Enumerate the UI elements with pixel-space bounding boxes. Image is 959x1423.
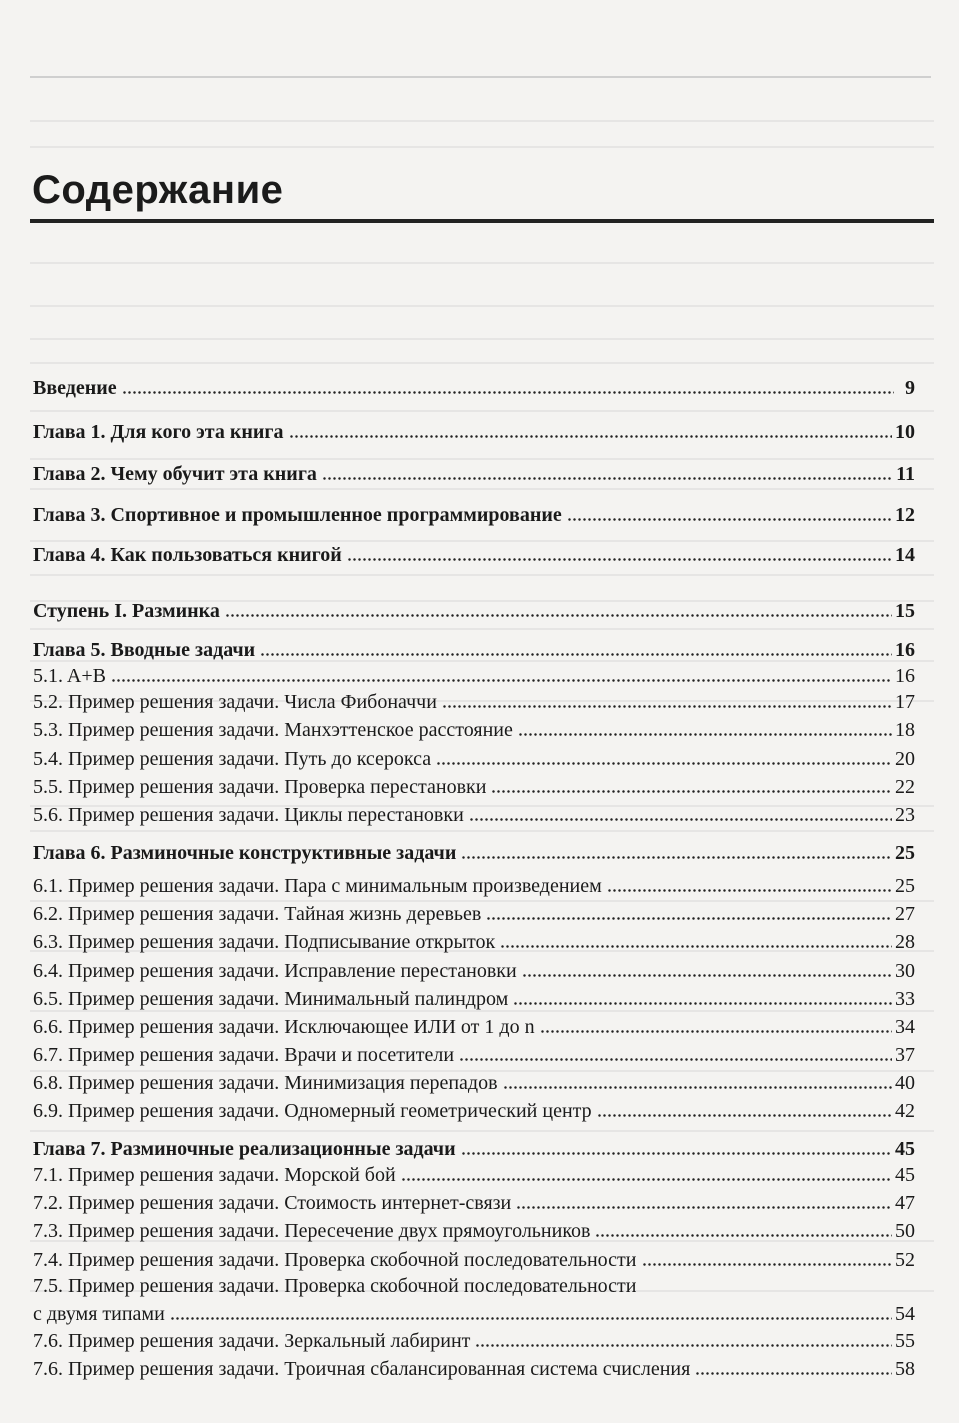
- toc-page-number: 33: [895, 988, 915, 1010]
- toc-entry-label: 5.3. Пример решения задачи. Манхэттенское расстояние: [33, 719, 513, 741]
- toc-section-entry[interactable]: [33, 799, 915, 827]
- toc-section-entry[interactable]: [33, 870, 915, 898]
- toc-page-number: 22: [895, 776, 915, 798]
- toc-entry-label: 6.7. Пример решения задачи. Врачи и посетители: [33, 1044, 455, 1066]
- toc-section-entry[interactable]: [33, 1067, 915, 1095]
- running-head: [30, 52, 931, 78]
- toc-entry-label: 7.3. Пример решения задачи. Пересечение двух прямоугольников: [33, 1220, 591, 1242]
- toc-page-number: 11: [896, 463, 915, 485]
- toc-section-entry[interactable]: [33, 1298, 915, 1326]
- toc-page-number: 10: [895, 421, 915, 443]
- toc-entry-label: Глава 7. Разминочные реализационные задачи: [33, 1138, 456, 1160]
- toc-section-entry[interactable]: [33, 771, 915, 799]
- toc-section-entry[interactable]: [33, 1244, 915, 1272]
- page-title: Содержание: [32, 168, 284, 212]
- toc-entry-label: Ступень I. Разминка: [33, 600, 220, 622]
- toc-page-number: 16: [895, 639, 915, 661]
- toc-entry-label: 5.6. Пример решения задачи. Циклы перестановки: [33, 804, 464, 826]
- toc-entry-label: 6.4. Пример решения задачи. Исправление перестановки: [33, 960, 517, 982]
- toc-page-number: 40: [895, 1072, 915, 1094]
- toc-entry-label: 5.5. Пример решения задачи. Проверка перестановки: [33, 776, 487, 798]
- toc-entry-label: 6.9. Пример решения задачи. Одномерный геометрический центр: [33, 1100, 592, 1122]
- title-rule: [30, 219, 934, 223]
- toc-section-entry[interactable]: [33, 1353, 915, 1381]
- dot-leader: [170, 1316, 892, 1321]
- toc-section-entry[interactable]: [33, 926, 915, 954]
- toc-entry-label: Введение: [33, 377, 117, 399]
- toc-entry-label: 7.6. Пример решения задачи. Зеркальный лабиринт: [33, 1330, 471, 1352]
- dot-leader: [459, 1057, 892, 1062]
- dot-leader: [503, 1085, 892, 1090]
- toc-page-number: 16: [895, 665, 915, 687]
- toc-page-number: 52: [895, 1249, 915, 1271]
- toc-entry-label: 6.3. Пример решения задачи. Подписывание открыток: [33, 931, 496, 953]
- toc-heading-entry[interactable]: [33, 458, 915, 486]
- toc-page-number: 45: [895, 1164, 915, 1186]
- toc-heading-entry[interactable]: [33, 539, 915, 567]
- toc-heading-entry[interactable]: [33, 595, 915, 623]
- toc-entry-label-line1: 7.5. Пример решения задачи. Проверка скобочной последовательности: [33, 1275, 637, 1297]
- toc-page-number: 50: [895, 1220, 915, 1242]
- toc-page-number: 12: [895, 504, 915, 526]
- toc-heading-entry[interactable]: [33, 837, 915, 865]
- dot-leader: [475, 1343, 892, 1348]
- dot-leader: [225, 613, 892, 618]
- toc-section-entry[interactable]: [33, 1095, 915, 1123]
- dot-leader: [540, 1029, 892, 1034]
- dot-leader: [461, 855, 892, 860]
- dot-leader: [695, 1371, 892, 1376]
- toc-page-number: 45: [895, 1138, 915, 1160]
- toc-entry-label: Глава 1. Для кого эта книга: [33, 421, 284, 443]
- dot-leader: [436, 761, 892, 766]
- dot-leader: [122, 390, 894, 395]
- toc-heading-entry[interactable]: [33, 634, 915, 662]
- toc-entry-label: 6.5. Пример решения задачи. Минимальный палиндром: [33, 988, 509, 1010]
- dot-leader: [516, 1205, 892, 1210]
- toc-entry-label: с двумя типами: [33, 1303, 165, 1325]
- toc-entry-label: Глава 4. Как пользоваться книгой: [33, 544, 342, 566]
- toc-section-entry[interactable]: [33, 898, 915, 926]
- toc-section-entry[interactable]: [33, 983, 915, 1011]
- dot-leader: [513, 1001, 892, 1006]
- toc-page-number: 28: [895, 931, 915, 953]
- toc-entry-label: 5.4. Пример решения задачи. Путь до ксерокса: [33, 748, 432, 770]
- toc-entry-label: 6.2. Пример решения задачи. Тайная жизнь деревьев: [33, 903, 482, 925]
- toc-entry-label: 6.6. Пример решения задачи. Исключающее ИЛИ от 1 до n: [33, 1016, 535, 1038]
- toc-page-number: 42: [895, 1100, 915, 1122]
- toc-page-number: 18: [895, 719, 915, 741]
- toc-page-number: 58: [895, 1358, 915, 1380]
- dot-leader: [461, 1151, 892, 1156]
- toc-page-number: 20: [895, 748, 915, 770]
- toc-page-number: 25: [895, 842, 915, 864]
- toc-page-number: 23: [895, 804, 915, 826]
- dot-leader: [401, 1177, 892, 1182]
- dot-leader: [469, 817, 892, 822]
- toc-section-entry[interactable]: [33, 1325, 915, 1353]
- toc-section-entry[interactable]: [33, 1187, 915, 1215]
- toc-section-entry[interactable]: [33, 714, 915, 742]
- toc-page-number: 37: [895, 1044, 915, 1066]
- dot-leader: [347, 557, 892, 562]
- toc-section-entry[interactable]: [33, 1215, 915, 1243]
- toc-entry-label: Глава 2. Чему обучит эта книга: [33, 463, 317, 485]
- toc-page-number: 27: [895, 903, 915, 925]
- dot-leader: [597, 1113, 892, 1118]
- toc-page-number: 25: [895, 875, 915, 897]
- toc-page-number: 34: [895, 1016, 915, 1038]
- dot-leader: [491, 789, 892, 794]
- dot-leader: [486, 916, 892, 921]
- dot-leader: [260, 652, 892, 657]
- dot-leader: [595, 1233, 892, 1238]
- toc-heading-entry[interactable]: [33, 499, 915, 527]
- dot-leader: [442, 704, 892, 709]
- dot-leader: [500, 944, 892, 949]
- toc-heading-entry[interactable]: [33, 1133, 915, 1161]
- toc-section-entry[interactable]: [33, 1011, 915, 1039]
- toc-page-number: 9: [905, 377, 915, 399]
- toc-heading-entry[interactable]: [33, 416, 915, 444]
- toc-section-entry[interactable]: [33, 955, 915, 983]
- toc-section-entry[interactable]: [33, 1039, 915, 1067]
- toc-entry-label: Глава 3. Спортивное и промышленное программирование: [33, 504, 562, 526]
- toc-entry-label: 5.1. A+B: [33, 665, 106, 687]
- dot-leader: [642, 1262, 893, 1267]
- toc-page-number: 47: [895, 1192, 915, 1214]
- dot-leader: [289, 434, 893, 439]
- toc-heading-entry[interactable]: [33, 372, 915, 400]
- toc-entry-label: 7.4. Пример решения задачи. Проверка скобочной последовательности: [33, 1249, 637, 1271]
- toc-page-number: 54: [895, 1303, 915, 1325]
- toc-page-number: 17: [895, 691, 915, 713]
- toc-entry-label: 6.1. Пример решения задачи. Пара с минимальным произведением: [33, 875, 602, 897]
- toc-page-number: 30: [895, 960, 915, 982]
- toc-page-number: 15: [895, 600, 915, 622]
- toc-entry-label: Глава 5. Вводные задачи: [33, 639, 256, 661]
- toc-entry-label: Глава 6. Разминочные конструктивные задачи: [33, 842, 457, 864]
- toc-entry-label: 5.2. Пример решения задачи. Числа Фибоначчи: [33, 691, 437, 713]
- dot-leader: [111, 678, 892, 683]
- toc-page-number: 55: [895, 1330, 915, 1352]
- toc-section-entry[interactable]: [33, 686, 915, 714]
- toc-entry-label: 6.8. Пример решения задачи. Минимизация перепадов: [33, 1072, 498, 1094]
- toc-section-entry[interactable]: [33, 660, 915, 688]
- dot-leader: [322, 476, 893, 481]
- toc-entry-label: 7.2. Пример решения задачи. Стоимость интернет-связи: [33, 1192, 512, 1214]
- toc-entry-label: 7.6. Пример решения задачи. Троичная сбалансированная система счисления: [33, 1358, 691, 1380]
- dot-leader: [567, 517, 892, 522]
- toc-section-entry[interactable]: [33, 743, 915, 771]
- toc-entry-label: 7.1. Пример решения задачи. Морской бой: [33, 1164, 396, 1186]
- toc-page-number: 14: [895, 544, 915, 566]
- toc-section-entry[interactable]: [33, 1159, 915, 1187]
- dot-leader: [607, 888, 892, 893]
- dot-leader: [522, 973, 892, 978]
- dot-leader: [518, 732, 892, 737]
